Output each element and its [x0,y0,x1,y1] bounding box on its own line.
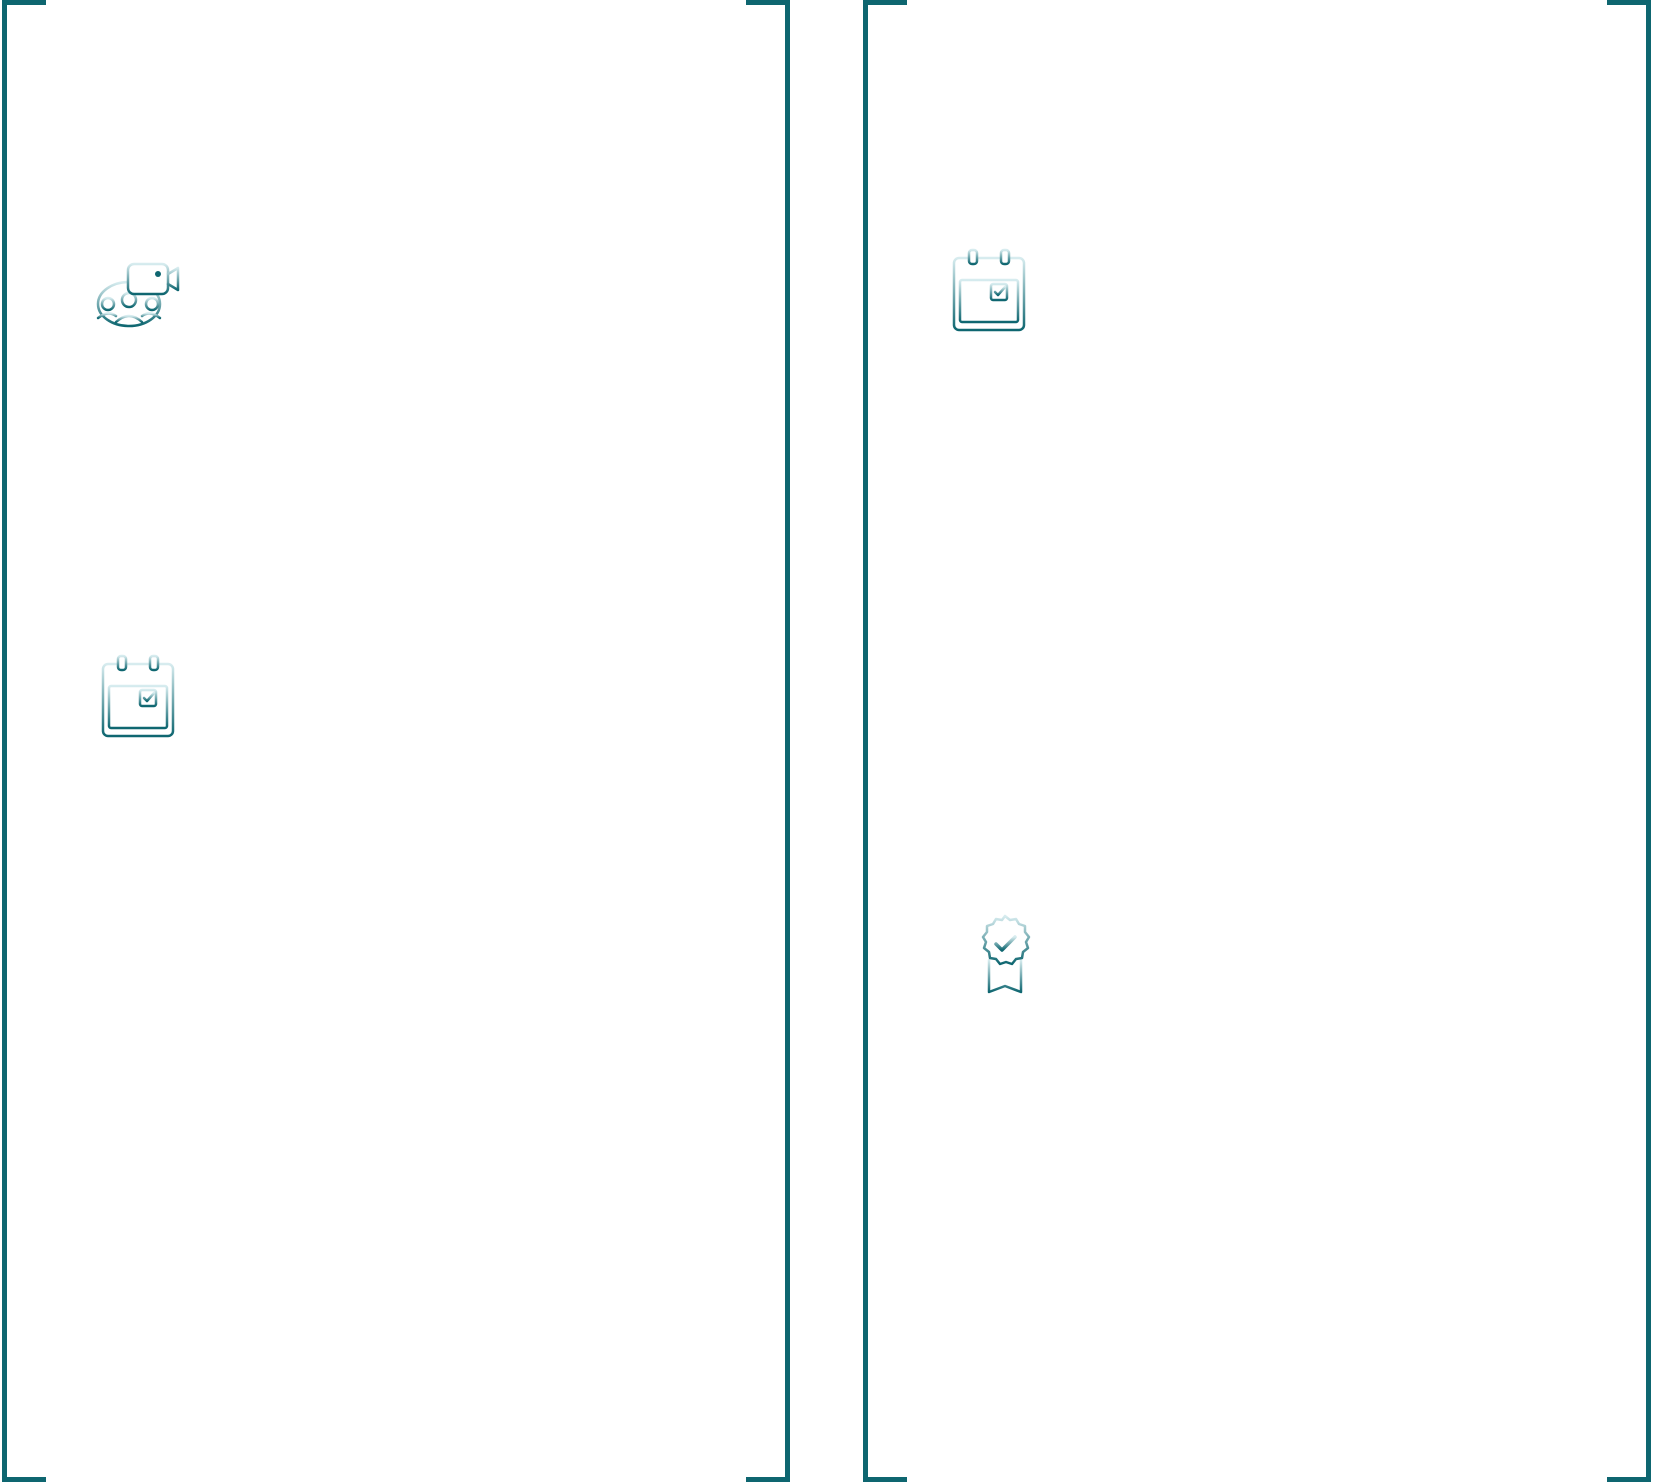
left-panel-corner-bottom-left [2,1477,46,1482]
calendar-check-icon [951,248,1027,332]
right-panel-border-right [1646,0,1651,1482]
video-conference-group-icon [96,262,182,332]
right-panel-corner-top-left [863,0,907,5]
left-panel [2,0,790,1482]
left-panel-corner-top-right [746,0,790,5]
right-panel [863,0,1651,1482]
right-panel-corner-top-right [1607,0,1651,5]
right-panel-border-left [863,0,868,1482]
left-panel-corner-bottom-right [746,1477,790,1482]
left-panel-corner-top-left [2,0,46,5]
left-panel-border-right [785,0,790,1482]
left-panel-border-left [2,0,7,1482]
right-panel-corner-bottom-right [1607,1477,1651,1482]
right-panel-corner-bottom-left [863,1477,907,1482]
certified-badge-icon [973,914,1037,996]
calendar-check-icon [100,654,176,738]
